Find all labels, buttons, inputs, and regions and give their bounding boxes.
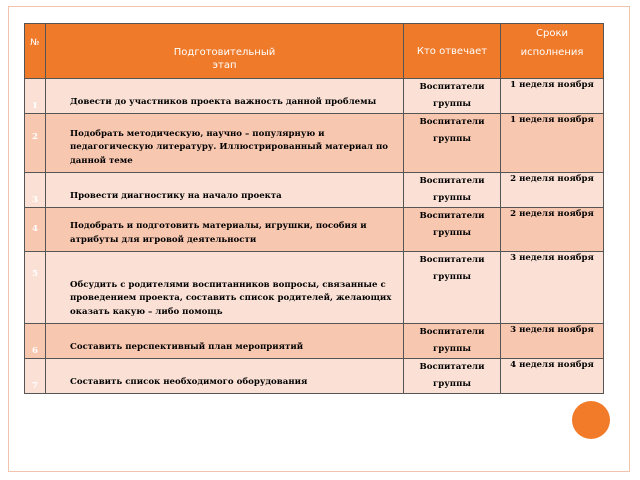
header-num: №	[25, 24, 46, 79]
row-number: 6	[25, 324, 46, 359]
table-row	[25, 114, 604, 173]
table-row	[25, 324, 604, 359]
row-task: Подобрать и подготовить материалы, игрушки, пособия и атрибуты для игровой деятельности	[46, 208, 404, 252]
row-responsible: Воспитатели группы	[404, 359, 501, 394]
row-term: 4 неделя ноября	[501, 359, 604, 394]
row-number: 7	[25, 359, 46, 394]
row-number: 4	[25, 208, 46, 252]
decorative-circle	[572, 401, 610, 439]
row-task: Составить список необходимого оборудования	[46, 359, 404, 394]
table-row	[25, 79, 604, 114]
row-term: 3 неделя ноября	[501, 252, 604, 324]
row-responsible: Воспитатели группы	[404, 252, 501, 324]
row-number: 1	[25, 79, 46, 114]
row-term: 2 неделя ноября	[501, 173, 604, 208]
row-task: Обсудить с родителями воспитанников вопросы, связанные с проведением проекта, составить список родителей, желающих оказать какую – либо помощь	[46, 252, 404, 324]
row-task: Подобрать методическую, научно – популярную и педагогическую литературу. Иллюстрированный материал по данной теме	[46, 114, 404, 173]
row-term: 3 неделя ноября	[501, 324, 604, 359]
row-responsible: Воспитатели группы	[404, 114, 501, 173]
row-task: Провести диагностику на начало проекта	[46, 173, 404, 208]
row-number: 3	[25, 173, 46, 208]
row-term: 1 неделя ноября	[501, 114, 604, 173]
row-responsible: Воспитатели группы	[404, 79, 501, 114]
row-task: Довести до участников проекта важность данной проблемы	[46, 79, 404, 114]
header-responsible: Кто отвечает	[404, 24, 501, 79]
row-number: 5	[25, 252, 46, 324]
table-row	[25, 252, 604, 324]
row-responsible: Воспитатели группы	[404, 208, 501, 252]
row-task: Составить перспективный план мероприятий	[46, 324, 404, 359]
table-header-row	[25, 24, 604, 79]
header-term: Сроки исполнения	[501, 24, 604, 79]
row-responsible: Воспитатели группы	[404, 324, 501, 359]
table-row	[25, 173, 604, 208]
preparatory-stage-table	[24, 23, 604, 394]
table-row	[25, 208, 604, 252]
header-stage: Подготовительный этап	[46, 24, 404, 79]
row-number: 2	[25, 114, 46, 173]
row-term: 2 неделя ноября	[501, 208, 604, 252]
row-responsible: Воспитатели группы	[404, 173, 501, 208]
row-term: 1 неделя ноября	[501, 79, 604, 114]
table-row	[25, 359, 604, 394]
